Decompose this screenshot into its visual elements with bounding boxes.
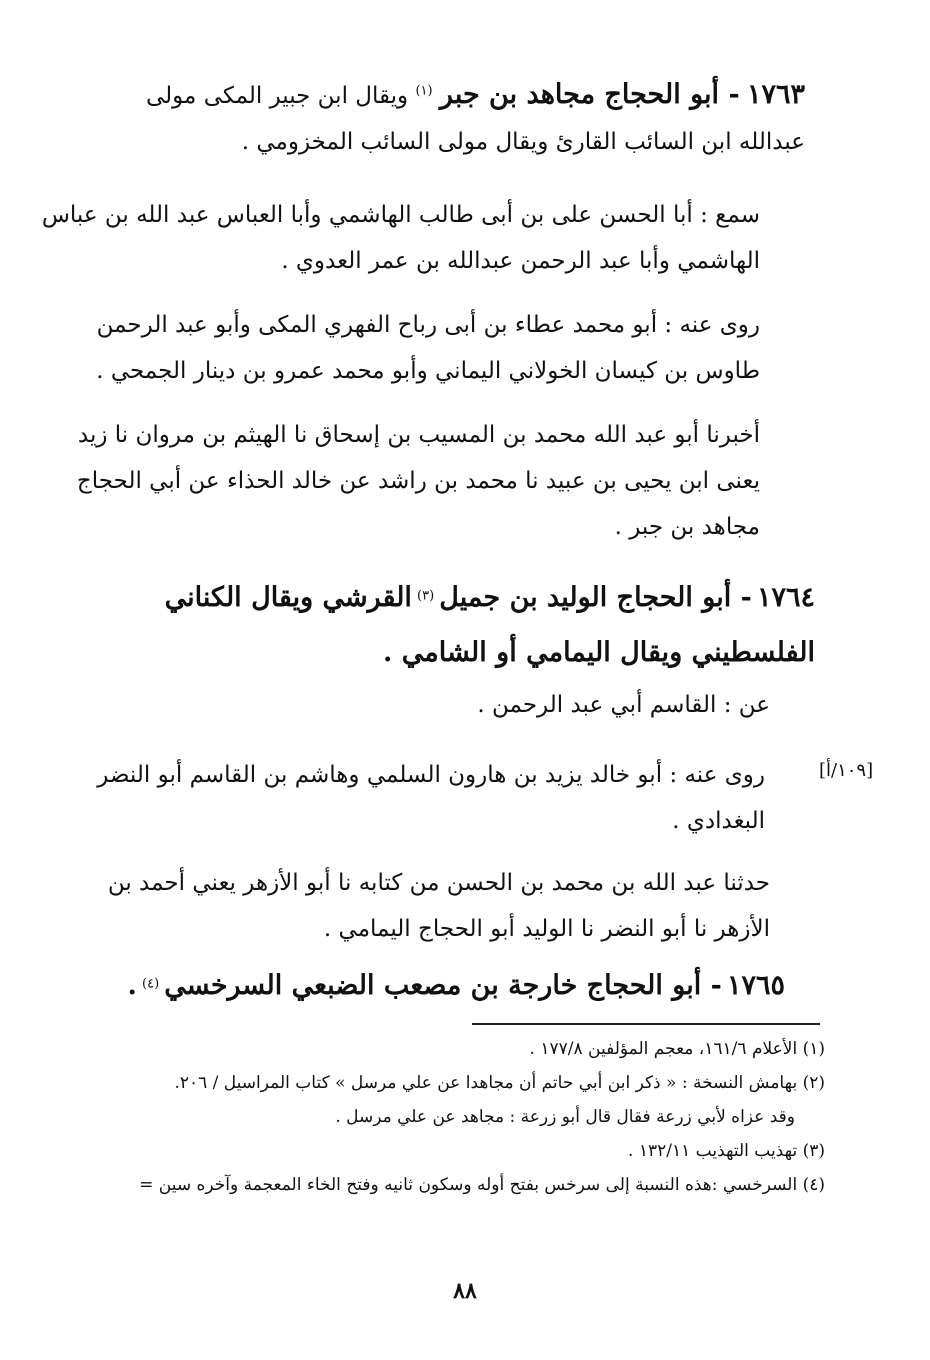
entry-1764-title-rest: القرشي ويقال الكناني	[164, 582, 412, 613]
entry-1765-title-line	[65, 962, 785, 1013]
entry-1763-number: ١٧٦٣	[746, 79, 805, 110]
entry-1763-rawa	[20, 302, 760, 394]
entry-1765-heading: - أبو الحجاج خارجة بن مصعب الضبعي السرخسي	[164, 970, 722, 1001]
entry-1763-rawa-line-1: روى عنه : أبو محمد عطاء بن أبى رباح الفهري المكى وأبو عبد الرحمن	[96, 312, 760, 338]
footnote-separator	[472, 1023, 820, 1025]
entry-1763-samia-line-2: الهاشمي وأبا عبد الرحمن عبدالله بن عمر العدوي .	[281, 248, 760, 274]
entry-1764-haddathana-line-2: الأزهر نا أبو النضر نا الوليد أبو الحجاج اليمامي .	[323, 916, 770, 942]
entry-1764-heading: - أبو الحجاج الوليد بن جميل	[439, 582, 752, 613]
footnote-2-line-1: (٢) بهامش النسخة : « ذكر ابن أبي حاتم أن مجاهدا عن علي مرسل » كتاب المراسيل / ٢٠٦.	[174, 1073, 825, 1093]
footnotes	[25, 1032, 825, 1202]
entry-1764-an-line: عن : القاسم أبي عبد الرحمن .	[477, 692, 770, 718]
footnote-1: (١) الأعلام ١٦١/٦، معجم المؤلفين ١٧٧/٨ .	[529, 1039, 825, 1059]
entry-1763-samia	[20, 192, 760, 284]
entry-1764-haddathana-line-1: حدثنا عبد الله بن محمد بن الحسن من كتابه نا أبو الأزهر يعني أحمد بن	[107, 870, 770, 896]
entry-1763-rawa-line-2: طاوس بن كيسان الخولاني اليماني وأبو محمد عمرو بن دينار الجمحي .	[96, 358, 760, 384]
footnote-4: (٤) السرخسي :هذه النسبة إلى سرخس بفتح أوله وسكون ثانيه وفتح الخاء المعجمة وآخره سين =	[139, 1175, 825, 1195]
entry-1763-heading: - أبو الحجاج مجاهد بن جبر	[439, 79, 740, 110]
entry-1764-rawa	[20, 752, 765, 844]
entry-1765-number: ١٧٦٥	[726, 970, 785, 1001]
entry-1763-title-line	[35, 72, 805, 119]
entry-1763-akhbarana-line-2: يعنى ابن يحيى بن عبيد نا محمد بن راشد عن خالد الحذاء عن أبي الحجاج	[76, 468, 760, 494]
entry-1765-end: .	[127, 970, 137, 1001]
entry-1763-samia-line-1: سمع : أبا الحسن على بن أبى طالب الهاشمي وأبا العباس عبد الله بن عباس	[41, 202, 760, 228]
entry-1763-akhbarana-line-3: مجاهد بن جبر .	[614, 514, 760, 540]
entry-1765	[65, 962, 785, 1013]
margin-folio-ref: [١٠٩/أ]	[819, 760, 874, 781]
entry-1763	[35, 72, 805, 165]
footnote-ref-4: (٤)	[142, 976, 160, 992]
page-number: ٨٨	[453, 1278, 477, 1304]
entry-1763-akhbarana	[20, 412, 760, 550]
footnote-2-line-2: وقد عزاه لأبي زرعة فقال قال أبو زرعة : مجاهد عن علي مرسل .	[335, 1107, 795, 1127]
entry-1763-line-2: عبدالله ابن السائب القارئ ويقال مولى السائب المخزومي .	[241, 129, 805, 155]
footnote-ref-1: (١)	[415, 83, 433, 99]
entry-1764-haddathana	[20, 860, 770, 952]
entry-1764-title-line	[25, 572, 815, 627]
entry-1764-line-2: الفلسطيني ويقال اليمامي أو الشامي .	[382, 637, 815, 668]
footnote-ref-3: (٣)	[417, 588, 435, 604]
entry-1763-akhbarana-line-1: أخبرنا أبو عبد الله محمد بن المسيب بن إسحاق نا الهيثم بن مروان نا زيد	[77, 422, 760, 448]
entry-1764-rawa-line-1: روى عنه : أبو خالد يزيد بن هارون السلمي وهاشم بن القاسم أبو النضر	[97, 762, 765, 788]
footnote-3: (٣) تهذيب التهذيب ١٣٢/١١ .	[628, 1141, 825, 1161]
entry-1764-number: ١٧٦٤	[756, 582, 815, 613]
entry-1763-title-rest: ويقال ابن جبير المكى مولى	[146, 83, 409, 109]
entry-1764	[25, 572, 815, 679]
entry-1764-rawa-line-2: البغدادي .	[672, 808, 765, 834]
entry-1764-an	[370, 682, 770, 728]
